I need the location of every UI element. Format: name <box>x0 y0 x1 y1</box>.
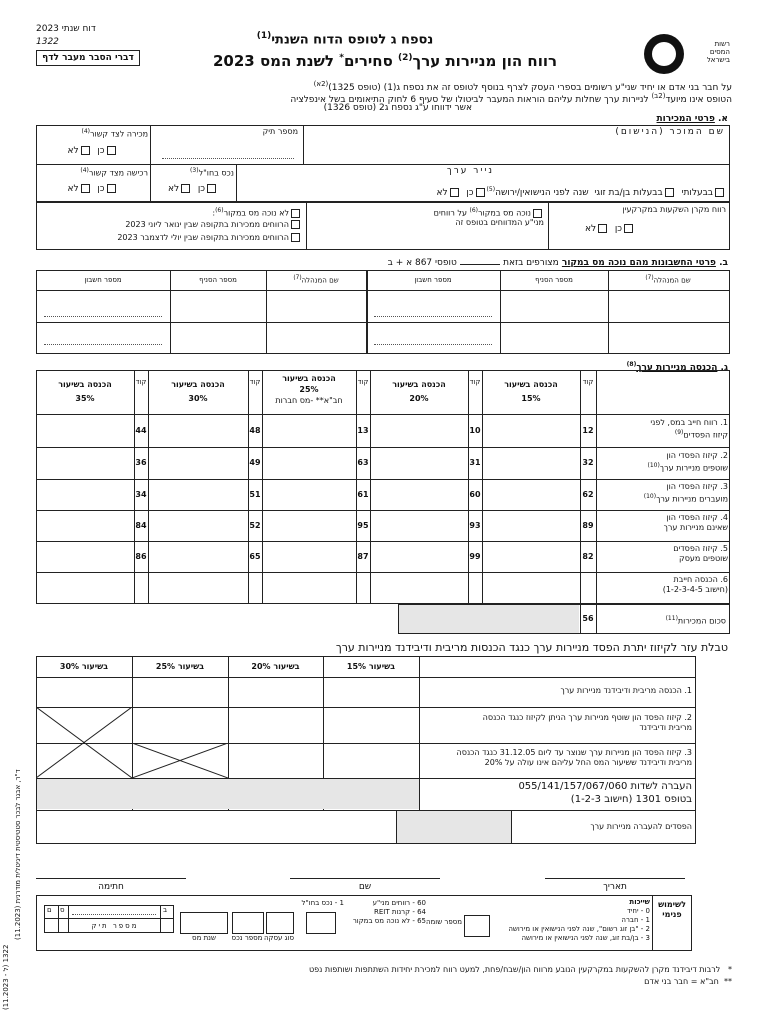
section-a-title <box>657 114 728 125</box>
col-25-title: הכנסה בשיעור <box>282 374 336 383</box>
acc-inst-note-r: (7) <box>645 275 654 281</box>
acc-number-input-r2[interactable] <box>374 344 492 345</box>
tax-deducted-checkbox[interactable] <box>533 209 542 218</box>
income-row-6-label <box>598 575 728 595</box>
sale-related-yes-checkbox[interactable] <box>107 146 116 155</box>
income-row-2-label <box>598 451 728 474</box>
helper-col-30: בשיעור 30% <box>59 662 109 671</box>
year-label: דוח שנתי 2023 <box>36 24 96 34</box>
signature-input[interactable] <box>36 862 186 878</box>
tax-deducted-option <box>308 206 544 219</box>
section-b-attached: מצורפים בזאת <box>503 258 559 268</box>
transfer-line2: בטופס 1301 (חישוב 1-2-3) <box>570 794 692 805</box>
intro-line-2b-text: לניירות ערך שחלות עליהם הוראות המעבר לביטולו של סעיף 6 לחוק התיאומים בשל אינפלציה <box>290 95 649 105</box>
code-cell: 13 <box>357 426 369 435</box>
ownership-spouse-label: בבעלות בן/בת זוגי <box>594 188 663 198</box>
acc-number-header-r: מספר חשבון <box>414 276 452 284</box>
col-25-rate: 25% <box>299 385 319 394</box>
code-cell: 36 <box>135 458 147 467</box>
file-box-letter-a: ב <box>163 906 168 914</box>
col-20-header <box>370 378 468 406</box>
reit-no-checkbox[interactable] <box>598 224 607 233</box>
transfer-values[interactable] <box>37 779 419 809</box>
foreign-asset-label <box>150 166 234 179</box>
income-row-3-label <box>598 482 728 505</box>
col-15-rate: 15% <box>521 394 541 403</box>
helper-col-20: בשיעור 20% <box>251 662 300 671</box>
code-cell: 48 <box>249 426 261 435</box>
acc-inst-header-r <box>608 274 728 285</box>
sale-related-note: (4) <box>81 128 91 135</box>
foreign-asset-yes-checkbox[interactable] <box>207 184 216 193</box>
code-header-4: קוד <box>249 378 261 386</box>
reit-yes-checkbox[interactable] <box>624 224 633 233</box>
income-row-1-note: (9) <box>674 429 684 436</box>
section-b-title <box>168 258 728 269</box>
purchase-related-no-checkbox[interactable] <box>81 184 90 193</box>
foreign-asset-no-checkbox[interactable] <box>181 184 190 193</box>
attribution-item-0: 0 - יחיד <box>627 907 650 915</box>
foreign-asset-text: נכס בחו"ל <box>198 168 234 178</box>
code-cell: 95 <box>357 521 369 530</box>
acc-number-input-l1[interactable] <box>44 316 162 317</box>
code-cell: 86 <box>135 552 147 561</box>
acc-branch-header-l: מספר הסניף <box>199 276 237 284</box>
security-label: נייר ערך <box>446 166 494 176</box>
income-row-5-line1: 5. קיזוז הפסדים <box>673 544 728 553</box>
col-20-title: הכנסה בשיעור <box>392 380 446 389</box>
col-25-header <box>262 373 356 406</box>
logo-line-2: המסים <box>709 48 730 56</box>
purchase-related-note: (4) <box>80 167 89 174</box>
tax-deducted-label: נוכה מס במקור <box>478 208 531 218</box>
code-cell: 82 <box>582 552 594 561</box>
side-credit: ד"ר, אבגר לבכר סטטיסטית דיגיטלית מודרנית (11.2023) <box>14 769 22 940</box>
asset-number-box[interactable] <box>232 912 264 934</box>
intro-line-2-text: הטופס אינו מיועד <box>665 95 732 105</box>
transfer-line1: העברה לשדות 055/141/157/067/060 <box>518 781 692 792</box>
section-c-letter: ג. <box>720 363 728 373</box>
type-list <box>340 899 426 926</box>
appendix-title-note: (1) <box>256 31 272 41</box>
tax-year-label: שנת מס <box>192 934 216 942</box>
code-cell: 63 <box>357 458 369 467</box>
explanation-label: דברי הסבר מעבר לדף <box>42 53 134 63</box>
section-b-text: פרטי החשבונות מהם נוכה מס במקור <box>561 258 716 268</box>
type-65: 65 - לא נוכה מס במקור <box>352 917 426 925</box>
helper-table-title: טבלת עזר לקיזוז יתרת הפסד מניירות ערך כנגד הכנסות מריבית ודיבידנד מניירות ערך <box>335 641 728 654</box>
income-row-1-line2: קיזוז הפסדים <box>683 430 728 440</box>
tax-deducted-note: (6) <box>469 207 479 214</box>
year-before-marriage-no-checkbox[interactable] <box>450 188 459 197</box>
type-64: 64 - קרנות REIT <box>374 908 426 916</box>
year-before-marriage-note: (5) <box>486 186 496 193</box>
year-before-marriage-yes-checkbox[interactable] <box>476 188 485 197</box>
intro-line-1-text: על חבר בני אדם או יחיד שני"ע רשומים בספרי העסק לצרף בנוסף לטופס זה את נספח ג(1) (טופס 1325) <box>328 83 732 93</box>
foreign-code-label: 1 - נכס בחו"ל <box>301 899 344 907</box>
purchase-related-label <box>36 166 148 179</box>
sale-related-no-checkbox[interactable] <box>81 146 90 155</box>
sale-related-choice <box>40 146 145 157</box>
year-before-marriage-label: שנה לפני הנישואין/ירושה <box>495 188 589 198</box>
file-number-input[interactable] <box>162 158 294 159</box>
logo-text <box>690 40 730 64</box>
code-cell: 65 <box>249 552 261 561</box>
code-cell: 99 <box>469 552 481 561</box>
footnote-2 <box>52 977 732 987</box>
file-box-label: מספר תיק <box>91 922 139 930</box>
code-cell: 62 <box>582 490 594 499</box>
side-form-code: (11.2023 - ל) 1322 <box>2 944 10 1010</box>
acc-inst-note-l: (7) <box>293 275 302 281</box>
asset-number-label: מספר נכס <box>231 934 263 942</box>
july-dec-label: הרווחים ממכירות בתקופה שבין יולי לדצמבר 2023 <box>117 233 289 242</box>
income-row-6-line2: (חישוב 1-2-3-4-5) <box>662 585 728 594</box>
purchase-related-choice <box>40 184 145 195</box>
attribution-item-3: 3 - בן/בת זוג, שנה לפני הנישואין או מירושה <box>521 934 650 942</box>
col-15-header <box>482 378 580 406</box>
code-cell: 60 <box>469 490 481 499</box>
kind-label: סוג עסקה <box>263 934 294 942</box>
helper-row-3-line2: מריבית ודיבידנד ששיעור המס החל עליהם אינו עולה על 20% <box>484 758 692 767</box>
main-title-note: (2) <box>398 53 413 63</box>
sale-related-text: מכירה לצד קשור <box>90 129 148 139</box>
foreign-asset-yes-label: כן <box>197 184 206 194</box>
code-cell: 84 <box>135 521 147 530</box>
file-number-box-dots <box>72 914 156 915</box>
acc-number-header-l: מספר חשבון <box>84 276 122 284</box>
code-cell: 52 <box>249 521 261 530</box>
sale-related-no-label: לא <box>67 146 79 156</box>
crossed-cell-30-rows <box>36 707 132 778</box>
seller-name-label: שם המוכר (הנישום) <box>615 127 725 137</box>
year-before-marriage-no-label: לא <box>436 188 448 198</box>
income-row-1-line1: 1. רווח חייב במס, לפני <box>650 418 728 427</box>
code-cell: 12 <box>582 426 594 435</box>
income-row-4-line1: 4. קיזוז הפסדי הון <box>666 513 728 522</box>
attribution-input[interactable] <box>464 915 490 937</box>
total-sales-text: סכום המכירות <box>677 616 726 626</box>
losses-value[interactable] <box>396 811 511 843</box>
code-cell: 34 <box>135 490 147 499</box>
code-header-3: קוד <box>357 378 369 386</box>
trans-number-label: מספר שומה <box>425 918 462 926</box>
col-30-rate: 30% <box>188 394 208 403</box>
footnote-2-mark: ** <box>724 977 732 986</box>
main-title-text: רווח הון מניירות ערך <box>412 52 558 70</box>
appendix-title-text: נספח ג לטופס הדוח השנתי <box>271 32 434 48</box>
income-row-4-label <box>598 513 728 533</box>
col-35-header <box>36 378 134 406</box>
income-row-2-note: (10) <box>647 462 660 469</box>
reit-choice <box>560 224 660 235</box>
file-number-label: מספר תיק <box>262 127 298 136</box>
intro-line-3: אשר ידווחו ע"ג נספח ג2 (טופס 1326) <box>323 103 472 113</box>
code-cell: 51 <box>249 490 261 499</box>
date-label: תאריך <box>603 882 627 892</box>
section-a-text: פרטי המכירות <box>656 114 715 124</box>
acc-inst-header-l <box>266 274 366 285</box>
code-cell: 49 <box>249 458 261 467</box>
col-35-rate: 35% <box>75 394 95 403</box>
income-row-2-line2: שוטפים מניירות ערך <box>659 463 728 473</box>
attribution-item-1: 1 - חברה <box>621 916 650 924</box>
form-number: 1322 <box>36 37 59 47</box>
purchase-related-yes-label: כן <box>97 184 105 194</box>
foreign-asset-no-label: לא <box>167 184 180 194</box>
section-b-forms: טופסי 867 א + ב <box>387 258 457 268</box>
code-header-2: קוד <box>469 378 481 386</box>
ownership-mine-label: בבעלותי <box>681 188 713 198</box>
main-title-star: * <box>339 53 344 63</box>
name-label: שם <box>358 882 372 892</box>
ownership-mine-checkbox[interactable] <box>715 188 724 197</box>
kind-box[interactable] <box>266 912 294 934</box>
helper-row-2-line2: מריבית ודיבידנד <box>639 723 692 732</box>
name-input[interactable] <box>290 862 440 878</box>
crossed-cell-25-row3 <box>132 743 228 778</box>
code-cell: 10 <box>469 426 481 435</box>
reit-yes-label: כן <box>614 224 623 234</box>
income-row-3-line1: 3. קיזוז הפסדי הון <box>666 482 728 491</box>
col-25-note: חב"א** -מס חברות <box>275 396 343 405</box>
jan-june-checkbox[interactable] <box>291 220 300 229</box>
file-box-letter-c: ם <box>47 906 52 914</box>
acc-inst-text-l: שם המנהלה <box>301 276 339 285</box>
code-header-5: קוד <box>135 378 147 386</box>
not-deducted-option: לא נוכה מס במקור$^{(6)}$: <box>40 206 302 219</box>
on-profits-2-label: מני"ע המדווחים בטופס זה <box>455 218 544 227</box>
jan-june-option <box>40 220 302 230</box>
col-15-title: הכנסה בשיעור <box>504 380 558 389</box>
intro-line-1-note: (2א) <box>313 80 329 88</box>
helper-col-25: בשיעור 25% <box>155 662 205 671</box>
explanation-box[interactable] <box>36 50 140 66</box>
income-row-4-line2: שאינם מניירות ערך <box>663 523 728 532</box>
year-before-marriage-yes-label: כן <box>466 188 474 198</box>
helper-row-2-line1: 2. קיזוז הפסד הון שוטף מניירות ערך הניתן לקיזוז כנגד הכנסה <box>482 713 692 722</box>
code-cell: 89 <box>582 521 594 530</box>
main-title-text-2: סחירים <box>343 52 393 70</box>
income-row-1-label <box>598 418 728 441</box>
section-a-letter: א. <box>718 114 728 124</box>
attribution-title: שייכות <box>629 898 650 906</box>
not-deducted-note: (6) <box>215 207 224 214</box>
income-row-5-label <box>598 544 728 564</box>
purchase-related-yes-checkbox[interactable] <box>107 184 116 193</box>
internal-use-label: לשימוש פנימי <box>658 900 686 919</box>
intro-line-2-note: (2ב) <box>651 92 666 100</box>
july-dec-checkbox[interactable] <box>291 233 300 242</box>
not-deducted-checkbox[interactable] <box>291 209 300 218</box>
losses-label: הפסדים להעברה מניירות ערך <box>590 822 692 831</box>
sale-related-yes-label: כן <box>97 146 105 156</box>
tax-authority-logo <box>644 34 684 74</box>
attribution-list <box>496 898 650 943</box>
logo-inner-circle <box>652 42 676 66</box>
helper-col-15: בשיעור 15% <box>346 662 396 671</box>
purchase-related-text: רכישה מצד קשור <box>88 168 148 178</box>
acc-inst-text-r: שם המנהלה <box>653 276 691 285</box>
logo-line-1: רשות <box>714 40 730 48</box>
ownership-choice <box>236 184 726 199</box>
total-sales-value[interactable] <box>399 605 579 633</box>
income-row-6-line1: 6. הכנסה חייבת <box>673 575 728 584</box>
code-cell: 61 <box>357 490 369 499</box>
section-c-text: הכנסה מניירות ערך <box>636 363 718 373</box>
footnote-1-text: לרבות דיבידנד מקרן להשקעות במקרקעין הנובע מרווח הון/שבח/פחת, למעט רווח למכירת יחידות השתתפות ושותפות נפט <box>308 965 721 974</box>
appendix-title <box>200 31 490 47</box>
attribution-item-2: 2 - "בן זוג רשום", שנה לפני הנישואין או מירושה <box>508 925 650 933</box>
footnote-1-mark: * <box>728 965 732 974</box>
col-30-header <box>148 378 248 406</box>
jan-june-label: הרווחים ממכירות בתקופה שבין ינואר ליוני 2023 <box>125 220 289 229</box>
income-row-5-line2: שוטפים מעסק <box>679 554 728 563</box>
code-header-1: קוד <box>582 378 594 386</box>
helper-row-3-line1: 3. קיזוז הפסד הון מניירות ערך שנוצר עד ליום 31.12.05 כנגד הכנסה <box>456 748 692 757</box>
main-title-text-3: לשנת המס 2023 <box>212 52 335 70</box>
on-profits-label: על רווחים <box>433 208 467 218</box>
col-20-rate: 20% <box>409 394 429 403</box>
footnote-2-text: חב"א = חבר בני אדם <box>644 977 719 986</box>
ownership-spouse-checkbox[interactable] <box>665 188 674 197</box>
tax-year-box[interactable] <box>180 912 228 934</box>
date-input[interactable] <box>545 862 685 878</box>
code-cell: 31 <box>469 458 481 467</box>
reit-no-label: לא <box>584 224 597 234</box>
code-cell: 44 <box>135 426 147 435</box>
col-30-title: הכנסה בשיעור <box>171 380 225 389</box>
total-sales-label <box>598 614 726 627</box>
income-row-3-line2: מועברים מניירות ערך <box>656 494 728 504</box>
not-deducted-label: לא נוכה מס במקור <box>223 208 289 218</box>
file-box-letter-b: ס <box>60 906 65 914</box>
transfer-label <box>422 780 692 806</box>
code-cell: 93 <box>469 521 481 530</box>
acc-number-input-r1[interactable] <box>374 316 492 317</box>
acc-number-input-l2[interactable] <box>44 344 162 345</box>
type-60: 60 - רווחים מני"ע <box>372 899 426 907</box>
foreign-asset-choice <box>152 184 234 195</box>
sale-related-label <box>36 127 148 140</box>
footnote-1 <box>52 965 732 975</box>
helper-row-3-label <box>422 748 692 768</box>
july-dec-option <box>40 233 302 243</box>
total-sales-note: (11) <box>665 615 678 622</box>
main-title <box>150 52 620 70</box>
section-b-letter: ב. <box>719 258 728 268</box>
income-row-2-line1: 2. קיזוז הפסדי הון <box>666 451 728 460</box>
reit-label: רווח מקרן השקעות במקרקעין <box>622 205 726 214</box>
helper-row-1-label: 1. הכנסה מריבית ודיבידנד מניירות ערך <box>560 686 692 695</box>
code-cell: 87 <box>357 552 369 561</box>
logo-line-3: בישראל <box>706 56 730 64</box>
acc-branch-header-r: מספר הסניף <box>535 276 573 284</box>
section-b-forms-count[interactable] <box>460 264 500 265</box>
type-input[interactable] <box>306 912 336 934</box>
col-35-title: הכנסה בשיעור <box>58 380 112 389</box>
foreign-asset-note: (3) <box>190 167 199 174</box>
code-cell: 32 <box>582 458 594 467</box>
purchase-related-no-label: לא <box>67 184 79 194</box>
signature-label: חתימה <box>98 882 124 892</box>
section-c-note: (8) <box>626 361 637 368</box>
helper-row-2-label <box>422 713 692 733</box>
seller-name-input[interactable] <box>306 140 724 162</box>
income-row-3-note: (10) <box>643 493 657 500</box>
total-sales-code: 56 <box>582 614 594 623</box>
